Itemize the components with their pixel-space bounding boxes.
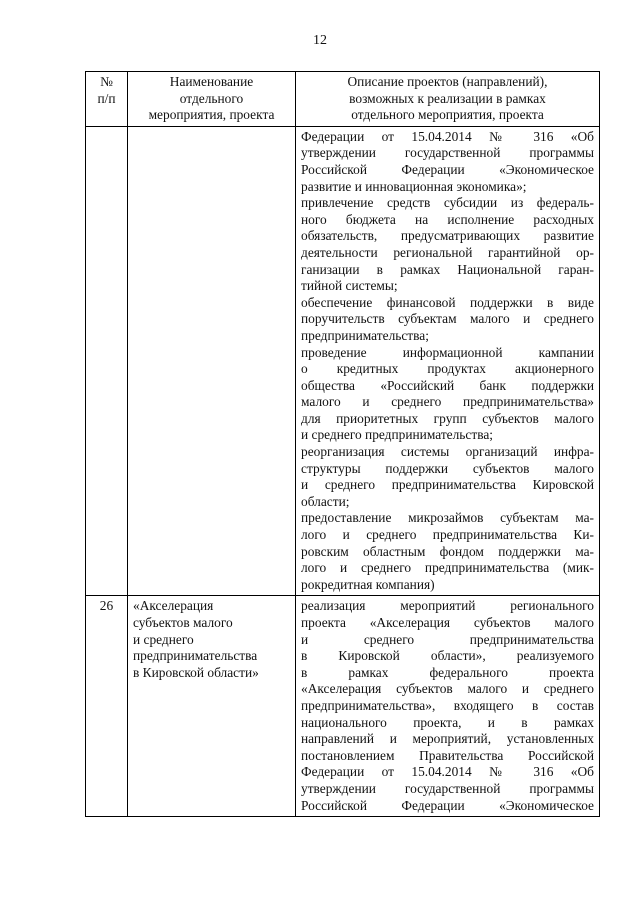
row-description-line: малого и среднего предпринимательства» — [301, 394, 594, 410]
row-description-line: тийной системы; — [301, 278, 398, 294]
row-description-line: национального проекта, и в рамках — [301, 714, 594, 730]
row-number-cell — [86, 596, 128, 817]
row-description-line: рокредитная компания) — [301, 576, 435, 592]
row-description-line: деятельности региональной гарантийной ор- — [301, 244, 594, 260]
row-description-line: ганизации в рамках Национальной гаран- — [301, 261, 594, 277]
row-description-line: в Кировской области», реализуемого — [301, 648, 594, 664]
header-name-line: Наименование — [169, 74, 254, 89]
row-description-line: в рамках федерального проекта — [301, 664, 594, 680]
row-name-line: в Кировской области» — [133, 664, 259, 680]
row-name-cell — [128, 126, 296, 596]
row-description-line: предпринимательства», входящего в состав — [301, 697, 594, 713]
row-description-line: и среднего предпринимательства; — [301, 427, 494, 443]
row-description-line: лого и среднего предпринимательства Ки- — [301, 527, 594, 543]
row-number-cell — [86, 126, 128, 596]
header-desc-line: отдельного мероприятия, проекта — [351, 107, 544, 123]
row-description-line: обеспечение финансовой поддержки в виде — [301, 294, 594, 310]
header-name-line: мероприятия, проекта — [148, 107, 275, 123]
row-name-line: предпринимательства — [133, 648, 258, 664]
table-body — [86, 126, 600, 816]
header-desc-line: Описание проектов (направлений), — [347, 74, 548, 89]
header-name-line: отдельного — [179, 90, 244, 106]
row-name-cell — [128, 596, 296, 817]
header-name — [128, 72, 296, 127]
table-header — [86, 72, 600, 127]
row-description-cell — [296, 596, 600, 817]
row-number: 26 — [99, 598, 114, 614]
row-description-line: ровским областным фондом поддержки ма- — [301, 543, 594, 559]
row-description-cell — [296, 126, 600, 596]
row-description-line: привлечение средств субсидии из федераль- — [301, 195, 594, 211]
row-description-line: предпринимательства; — [301, 327, 429, 343]
row-description-line: Российской Федерации «Экономическое — [301, 161, 594, 177]
row-description-line: реорганизация системы организаций инфра- — [301, 444, 594, 460]
row-description-line: и среднего предпринимательства — [301, 631, 594, 647]
header-desc-line: возможных к реализации в рамках — [349, 90, 546, 106]
row-description-line: общества «Российский банк поддержки — [301, 377, 594, 393]
row-description-line: предоставление микрозаймов субъектам ма- — [301, 510, 594, 526]
header-row — [86, 72, 600, 127]
row-description-line: «Акселерация субъектов малого и среднего — [301, 681, 594, 697]
header-description — [296, 72, 600, 127]
row-description-line: для приоритетных групп субъектов малого — [301, 410, 594, 426]
row-description-line: лого и среднего предпринимательства (мик- — [301, 560, 594, 576]
row-description-line: проведение информационной кампании — [301, 344, 594, 360]
row-description-line: реализация мероприятий регионального — [301, 598, 594, 614]
row-description-line: утверждении государственной программы — [301, 780, 594, 796]
table-row — [86, 596, 600, 817]
row-description-line: направлений и мероприятий, установленных — [301, 731, 594, 747]
page-number: 12 — [313, 33, 327, 48]
row-description-line: области; — [301, 493, 350, 509]
row-description-line: и среднего предпринимательства Кировской — [301, 477, 594, 493]
row-description-line: развитие и инновационная экономика»; — [301, 178, 527, 194]
projects-table — [85, 71, 600, 817]
row-description-line: Федерации от 15.04.2014 № 316 «Об — [301, 764, 594, 780]
header-num-line: п/п — [97, 90, 116, 106]
row-description-line: обязательств, предусматривающих развитие — [301, 228, 594, 244]
row-name-line: субъектов малого — [133, 615, 233, 630]
row-name-line: и среднего — [133, 631, 194, 647]
row-description-line: ного бюджета на исполнение расходных — [301, 211, 594, 227]
row-description-line: Федерации от 15.04.2014 № 316 «Об — [301, 128, 594, 144]
row-description-line: о кредитных продуктах акционерного — [301, 361, 594, 377]
row-description-line: поручительств субъектам малого и среднего — [301, 311, 594, 327]
row-name-line: «Акселерация — [133, 598, 214, 614]
header-num — [86, 72, 128, 127]
row-description-line: Российской Федерации «Экономическое — [301, 797, 594, 813]
row-description-line: проекта «Акселерация субъектов малого — [301, 615, 594, 630]
row-description-line: структуры поддержки субъектов малого — [301, 460, 594, 476]
row-description-line: постановлением Правительства Российской — [301, 747, 594, 763]
row-description-line: утверждении государственной программы — [301, 145, 594, 161]
table-row — [86, 126, 600, 596]
header-num-line: № — [100, 74, 113, 89]
